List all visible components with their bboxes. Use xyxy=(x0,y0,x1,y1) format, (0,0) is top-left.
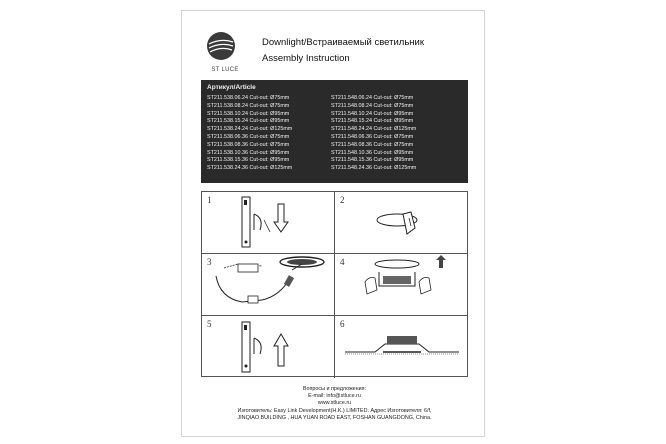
article-row: ST211.548.08.24 Cut-out: Ø75mm xyxy=(331,102,414,109)
step-number: 6 xyxy=(340,319,345,329)
article-row: ST211.538.06.24 Cut-out: Ø75mm xyxy=(207,95,290,101)
article-row: ST211.538.06.36 Cut-out: Ø75mm xyxy=(207,133,290,140)
article-heading: Артикул/Article xyxy=(207,84,256,91)
step-1-panel xyxy=(202,192,335,254)
footer-address: JINQIAO BUILDING , HUA YUAN ROAD EAST, FOSHAN GUANGDONG, China. xyxy=(237,414,432,421)
article-table xyxy=(201,80,468,183)
footer-manufacturer: Изготовитель: Easy Link Development(H.K.) LIMITED. Адрес Изготовителя: 6/f, xyxy=(237,407,432,414)
article-column-right xyxy=(331,95,449,173)
article-row: ST211.548.10.36 Cut-out: Ø95mm xyxy=(331,149,414,156)
step-6-panel xyxy=(335,316,468,378)
footer-line: Вопросы и предложения: xyxy=(302,386,367,392)
spring-clip-fold-up-icon xyxy=(202,316,335,378)
article-row: ST211.538.10.24 Cut-out: Ø95mm xyxy=(207,110,290,117)
step-number: 5 xyxy=(207,319,212,329)
article-row: ST211.548.06.36 Cut-out: Ø75mm xyxy=(331,133,414,140)
article-row: ST211.538.15.36 Cut-out: Ø95mm xyxy=(207,157,290,164)
step-5-panel xyxy=(202,316,335,378)
document-title: Downlight/Встраиваемый светильник xyxy=(262,37,424,48)
step-number: 1 xyxy=(207,195,212,205)
article-row: ST211.548.08.36 Cut-out: Ø75mm xyxy=(331,141,414,148)
article-row: ST211.548.15.24 Cut-out: Ø95mm xyxy=(331,118,414,125)
article-row: ST211.538.10.36 Cut-out: Ø95mm xyxy=(207,149,290,156)
article-row: ST211.538.24.24 Cut-out: Ø125mm xyxy=(207,126,293,133)
article-column-left xyxy=(207,95,325,173)
footer-website: www.stluce.ru xyxy=(317,400,352,407)
article-row: ST211.548.10.24 Cut-out: Ø95mm xyxy=(331,110,414,117)
spring-clip-fold-down-icon xyxy=(202,192,335,254)
installed-downlight-icon xyxy=(335,316,468,378)
contact-footer xyxy=(201,386,468,422)
article-row: ST211.538.08.24 Cut-out: Ø75mm xyxy=(207,102,290,109)
ceiling-cutout-icon xyxy=(335,192,468,254)
insert-downlight-icon xyxy=(335,254,468,316)
footer-email: E-mail: info@stluce.ru xyxy=(308,393,361,400)
article-row: ST211.538.15.24 Cut-out: Ø95mm xyxy=(207,118,290,125)
instruction-sheet xyxy=(181,10,485,437)
article-row: ST211.548.24.36 Cut-out: Ø125mm xyxy=(331,165,417,172)
step-2-panel xyxy=(335,192,468,254)
step-number: 4 xyxy=(340,257,345,267)
brand-name: ST LUCE xyxy=(211,67,239,73)
article-row: ST211.538.08.36 Cut-out: Ø75mm xyxy=(207,141,290,148)
document-subtitle: Assembly Instruction xyxy=(262,53,350,64)
step-number: 3 xyxy=(207,257,212,267)
article-row: ST211.548.15.36 Cut-out: Ø95mm xyxy=(331,157,414,164)
wire-connection-icon xyxy=(202,254,335,316)
step-3-panel xyxy=(202,254,335,316)
st-luce-logo-icon xyxy=(206,31,236,61)
article-row: ST211.548.06.24 Cut-out: Ø75mm xyxy=(331,95,414,101)
step-number: 2 xyxy=(340,195,345,205)
assembly-steps-grid xyxy=(201,191,468,377)
article-row: ST211.548.24.24 Cut-out: Ø125mm xyxy=(331,126,417,133)
step-4-panel xyxy=(335,254,468,316)
article-row: ST211.538.24.36 Cut-out: Ø125mm xyxy=(207,165,293,172)
